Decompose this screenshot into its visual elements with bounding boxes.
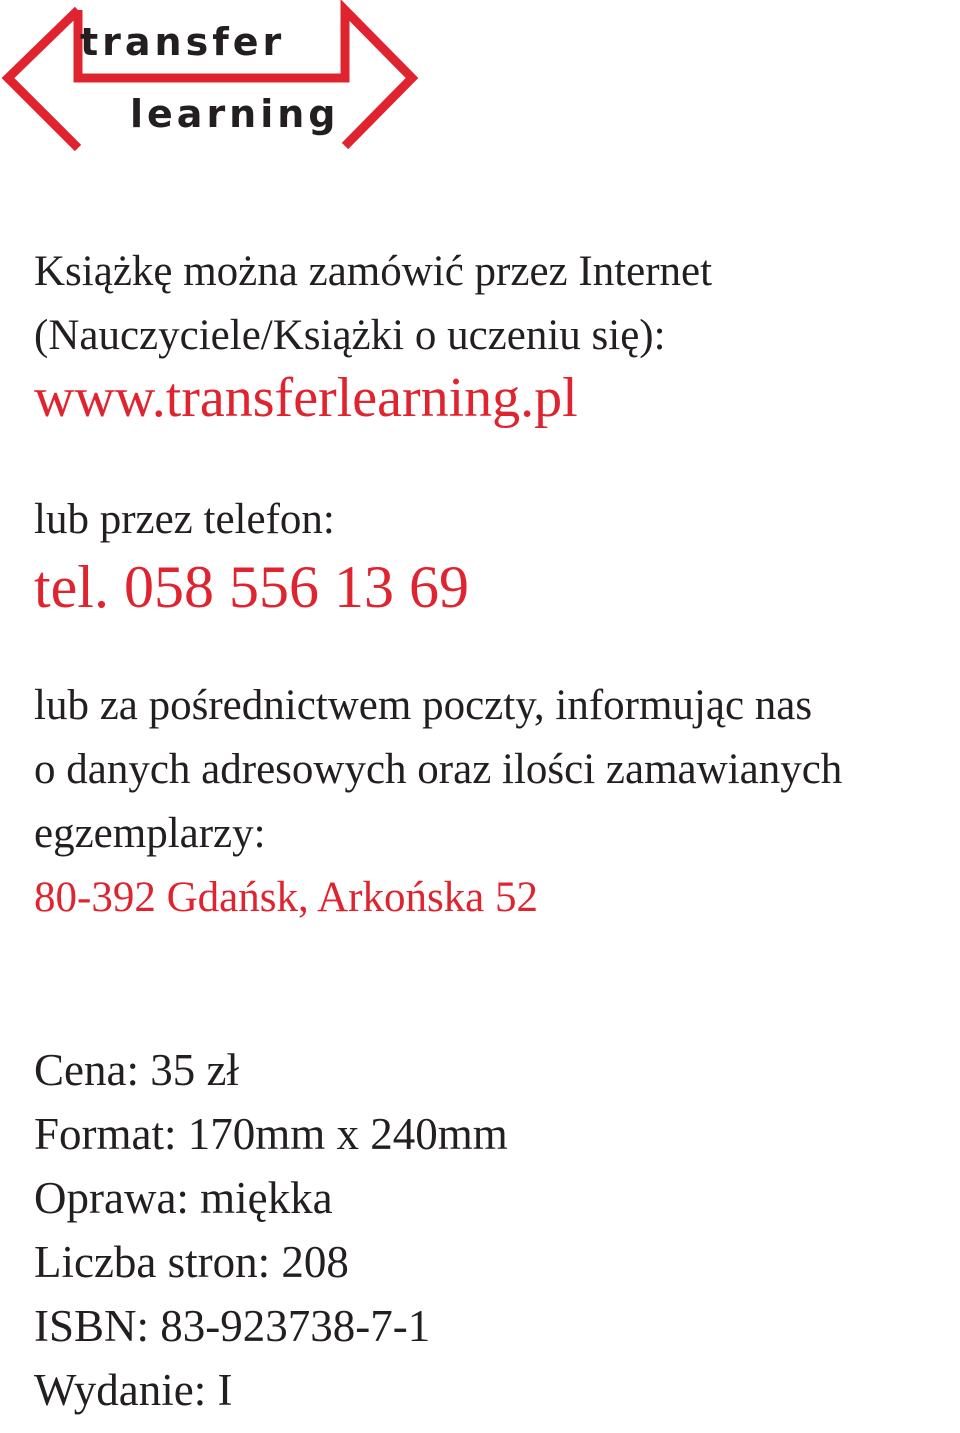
website-link[interactable]: www.transferlearning.pl xyxy=(34,367,578,429)
logo-word-transfer: transfer xyxy=(80,20,286,64)
internet-order-line-2: (Nauczyciele/Książki o uczeniu się): xyxy=(34,312,666,359)
phone-intro: lub przez telefon: xyxy=(34,496,335,543)
mail-order-line-2: o danych adresowych oraz ilości zamawianych xyxy=(34,746,843,793)
internet-order-line-1: Książkę można zamówić przez Internet xyxy=(34,248,713,295)
transfer-learning-logo xyxy=(0,0,430,165)
spec-isbn: ISBN: 83-923738-7-1 xyxy=(34,1301,431,1351)
spec-pages: Liczba stron: 208 xyxy=(34,1237,349,1287)
postal-address: 80-392 Gdańsk, Arkońska 52 xyxy=(34,874,539,921)
spec-binding: Oprawa: miękka xyxy=(34,1173,333,1223)
book-specs xyxy=(34,1038,954,1422)
order-info xyxy=(34,240,954,1422)
phone-number[interactable]: tel. 058 556 13 69 xyxy=(34,554,469,620)
spec-price: Cena: 35 zł xyxy=(34,1045,239,1095)
spec-format: Format: 170mm x 240mm xyxy=(34,1109,508,1159)
logo-word-learning: learning xyxy=(130,92,340,136)
mail-order-line-1: lub za pośrednictwem poczty, informując nas xyxy=(34,682,813,729)
mail-order-line-3: egzemplarzy: xyxy=(34,810,266,857)
spec-edition: Wydanie: I xyxy=(34,1365,233,1415)
